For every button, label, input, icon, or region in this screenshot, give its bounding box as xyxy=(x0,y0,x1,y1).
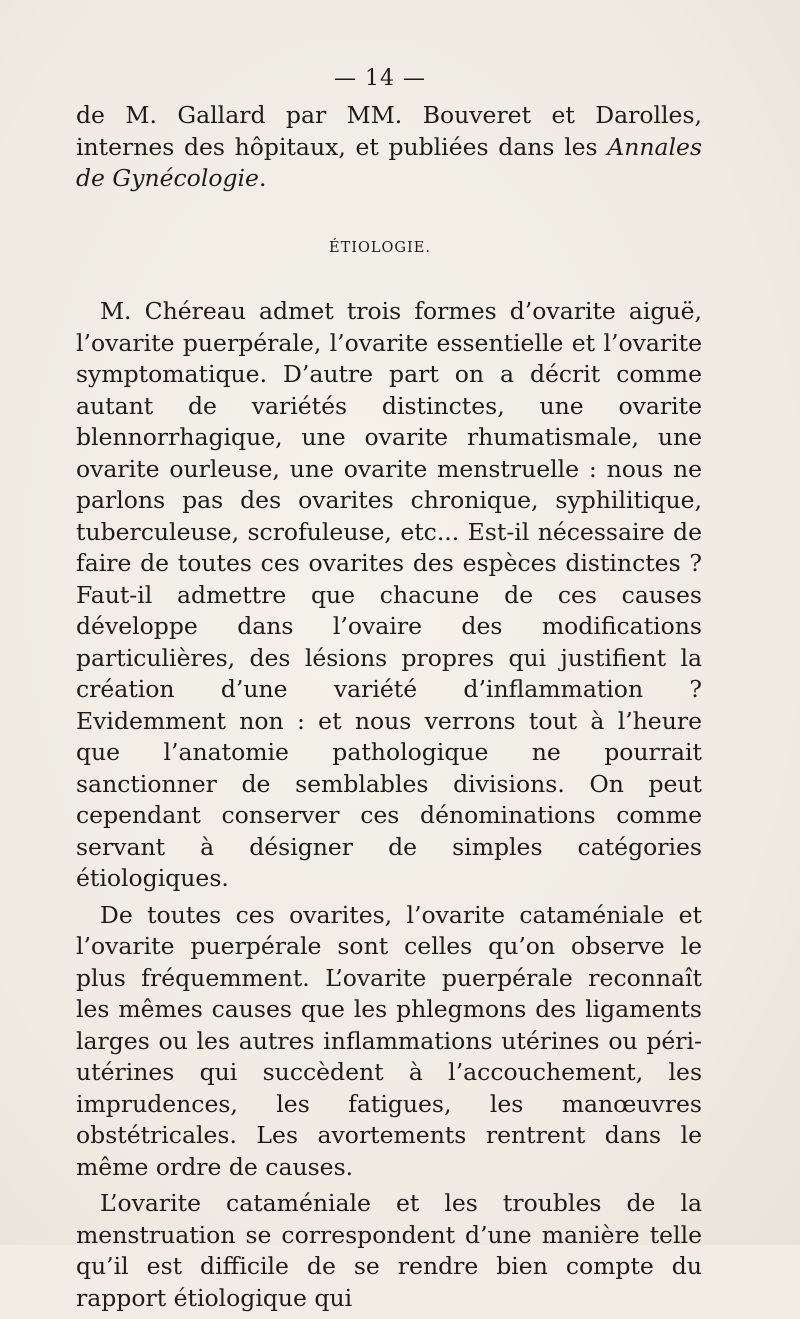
paragraph-frequency: De toutes ces ovarites, l’ovarite cataméniale et l’ovarite puerpérale sont celles qu’on observe le plus fréquemment. L’ovarite puerpérale reconnaît les mêmes causes que les phlegmons des ligaments larges ou les autres inflammations utérines ou péri-utérines qui succèdent à l’accouchement, les imprudences, les fatigues, les manœuvres obstétricales. Les avortements rentrent dans le même ordre de causes. xyxy=(76,900,702,1181)
continuation-end: . xyxy=(258,164,267,192)
page-number: — 14 — xyxy=(334,66,426,91)
paragraph-forms: M. Chéreau admet trois formes d’ovarite aiguë, l’ovarite puerpérale, l’ovarite essentielle et l’ovarite symptomatique. D’autre part on a décrit comme autant de variétés distinctes, une ovarite blennorrhagique, une ovarite rhumatismale, une ovarite ourleuse, une ovarite menstruelle : nous ne parlons pas des ovarites chronique, syphilitique, tuberculeuse, scrofuleuse, etc... Est-il nécessaire de faire de toutes ces ovarites des espèces distinctes ? Faut-il admettre que chacune de ces causes développe dans l’ovaire des modifications particulières, des lésions propres qui justifient la création d’une variété d’inflammation ? Evidemment non : et nous verrons tout à l’heure que l’anatomie pathologique ne pourrait sanctionner de semblables divisions. On peut cependant conserver ces dénominations comme servant à désigner de simples catégories étiologiques. xyxy=(76,297,702,892)
section-heading: ÉTIOLOGIE. xyxy=(329,240,431,256)
body-text xyxy=(76,296,702,1319)
journal-title: Annales de Gynécologie xyxy=(76,132,702,192)
paragraph-catamenial: L’ovarite cataméniale et les troubles de la menstruation se correspondent d’une manière telle qu’il est difficile de se rendre bien compte du rapport étiologique qui xyxy=(76,1189,702,1312)
continuation-text: de M. Gallard par MM. Bouveret et Darolles, internes des hôpitaux, et publiées dans les xyxy=(76,101,702,161)
continuation-paragraph xyxy=(76,100,702,195)
